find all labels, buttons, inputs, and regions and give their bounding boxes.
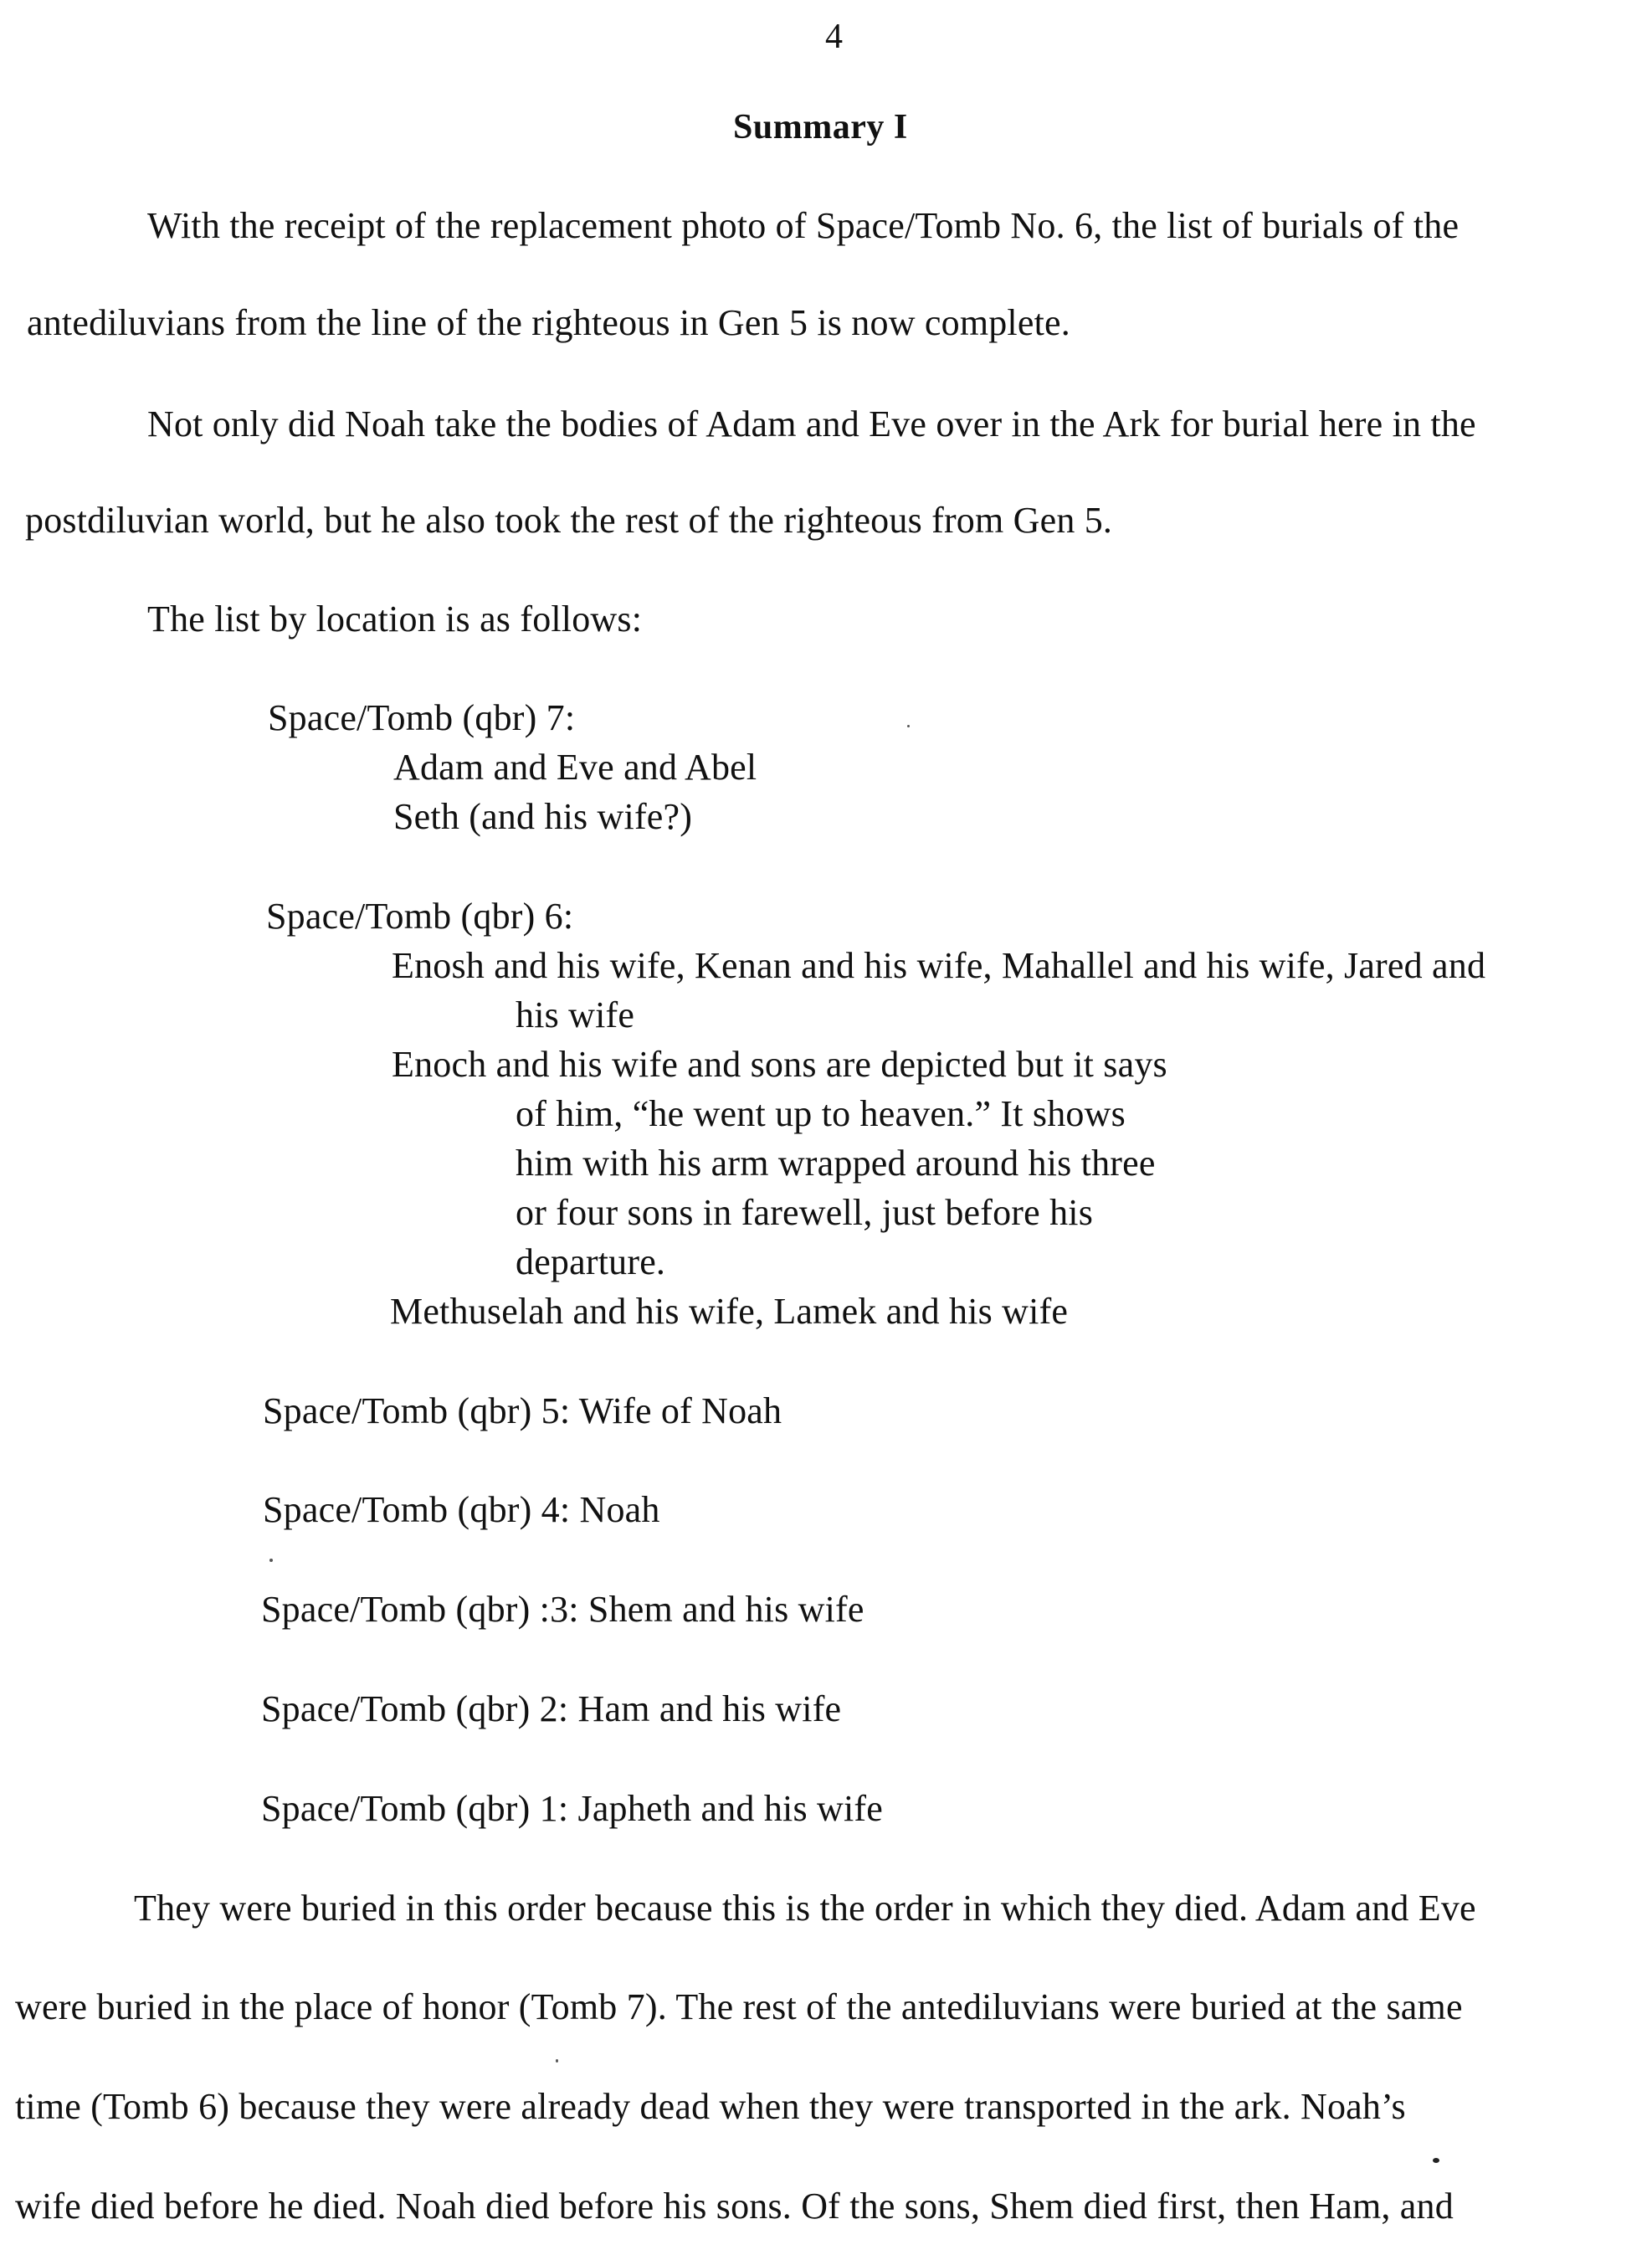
tomb-6-entry-3: Methuselah and his wife, Lamek and his wife (390, 1291, 1069, 1332)
page-title: Summary I (733, 108, 908, 146)
tomb-7-entry-1: Adam and Eve and Abel (393, 747, 757, 788)
intro-paragraph-2-line-1: Not only did Noah take the bodies of Adam and Eve over in the Ark for burial here in the (147, 403, 1476, 444)
tomb-3-line: Space/Tomb (qbr) :3: Shem and his wife (261, 1589, 864, 1630)
tomb-6-entry-2-line-3: him with his arm wrapped around his three (516, 1143, 1156, 1184)
intro-paragraph-1-line-2: antediluvians from the line of the righteous in Gen 5 is now complete. (27, 302, 1070, 343)
tomb-1-line: Space/Tomb (qbr) 1: Japheth and his wife (261, 1788, 883, 1829)
intro-paragraph-2-line-2: postdiluvian world, but he also took the rest of the righteous from Gen 5. (25, 500, 1113, 541)
scan-speck (907, 725, 910, 727)
tomb-6-entry-1-line-1: Enosh and his wife, Kenan and his wife, Mahallel and his wife, Jared and (392, 945, 1486, 986)
tomb-6-entry-2-line-4: or four sons in farewell, just before his (516, 1192, 1094, 1233)
tomb-7-entry-2: Seth (and his wife?) (393, 796, 693, 837)
tomb-6-entry-1-line-2: his wife (516, 994, 635, 1035)
tomb-6-entry-2-line-1: Enoch and his wife and sons are depicted but it says (392, 1044, 1167, 1085)
tomb-4-line: Space/Tomb (qbr) 4: Noah (263, 1489, 660, 1530)
scan-speck (269, 1559, 273, 1562)
conclusion-line-3: time (Tomb 6) because they were already dead when they were transported in the ark. Noah’s (15, 2086, 1406, 2127)
tomb-6-entry-2-line-5: departure. (516, 1241, 666, 1282)
scan-speck (556, 2059, 558, 2062)
conclusion-line-1: They were buried in this order because this is the order in which they died. Adam and Eve (134, 1888, 1476, 1929)
page-number: 4 (825, 18, 843, 56)
intro-paragraph-1-line-1: With the receipt of the replacement photo of Space/Tomb No. 6, the list of burials of the (147, 205, 1460, 246)
scan-speck (1433, 2158, 1439, 2163)
tomb-2-line: Space/Tomb (qbr) 2: Ham and his wife (261, 1688, 842, 1729)
tomb-5-line: Space/Tomb (qbr) 5: Wife of Noah (263, 1390, 782, 1431)
tomb-6-heading: Space/Tomb (qbr) 6: (266, 896, 574, 937)
tomb-6-entry-2-line-2: of him, “he went up to heaven.” It shows (516, 1093, 1126, 1134)
conclusion-line-4: wife died before he died. Noah died before his sons. Of the sons, Shem died first, then Ham, and (15, 2186, 1454, 2227)
tomb-7-heading: Space/Tomb (qbr) 7: (268, 697, 576, 738)
conclusion-line-2: were buried in the place of honor (Tomb 7). The rest of the antediluvians were buried at the same (15, 1986, 1463, 2027)
intro-paragraph-3: The list by location is as follows: (147, 598, 643, 640)
